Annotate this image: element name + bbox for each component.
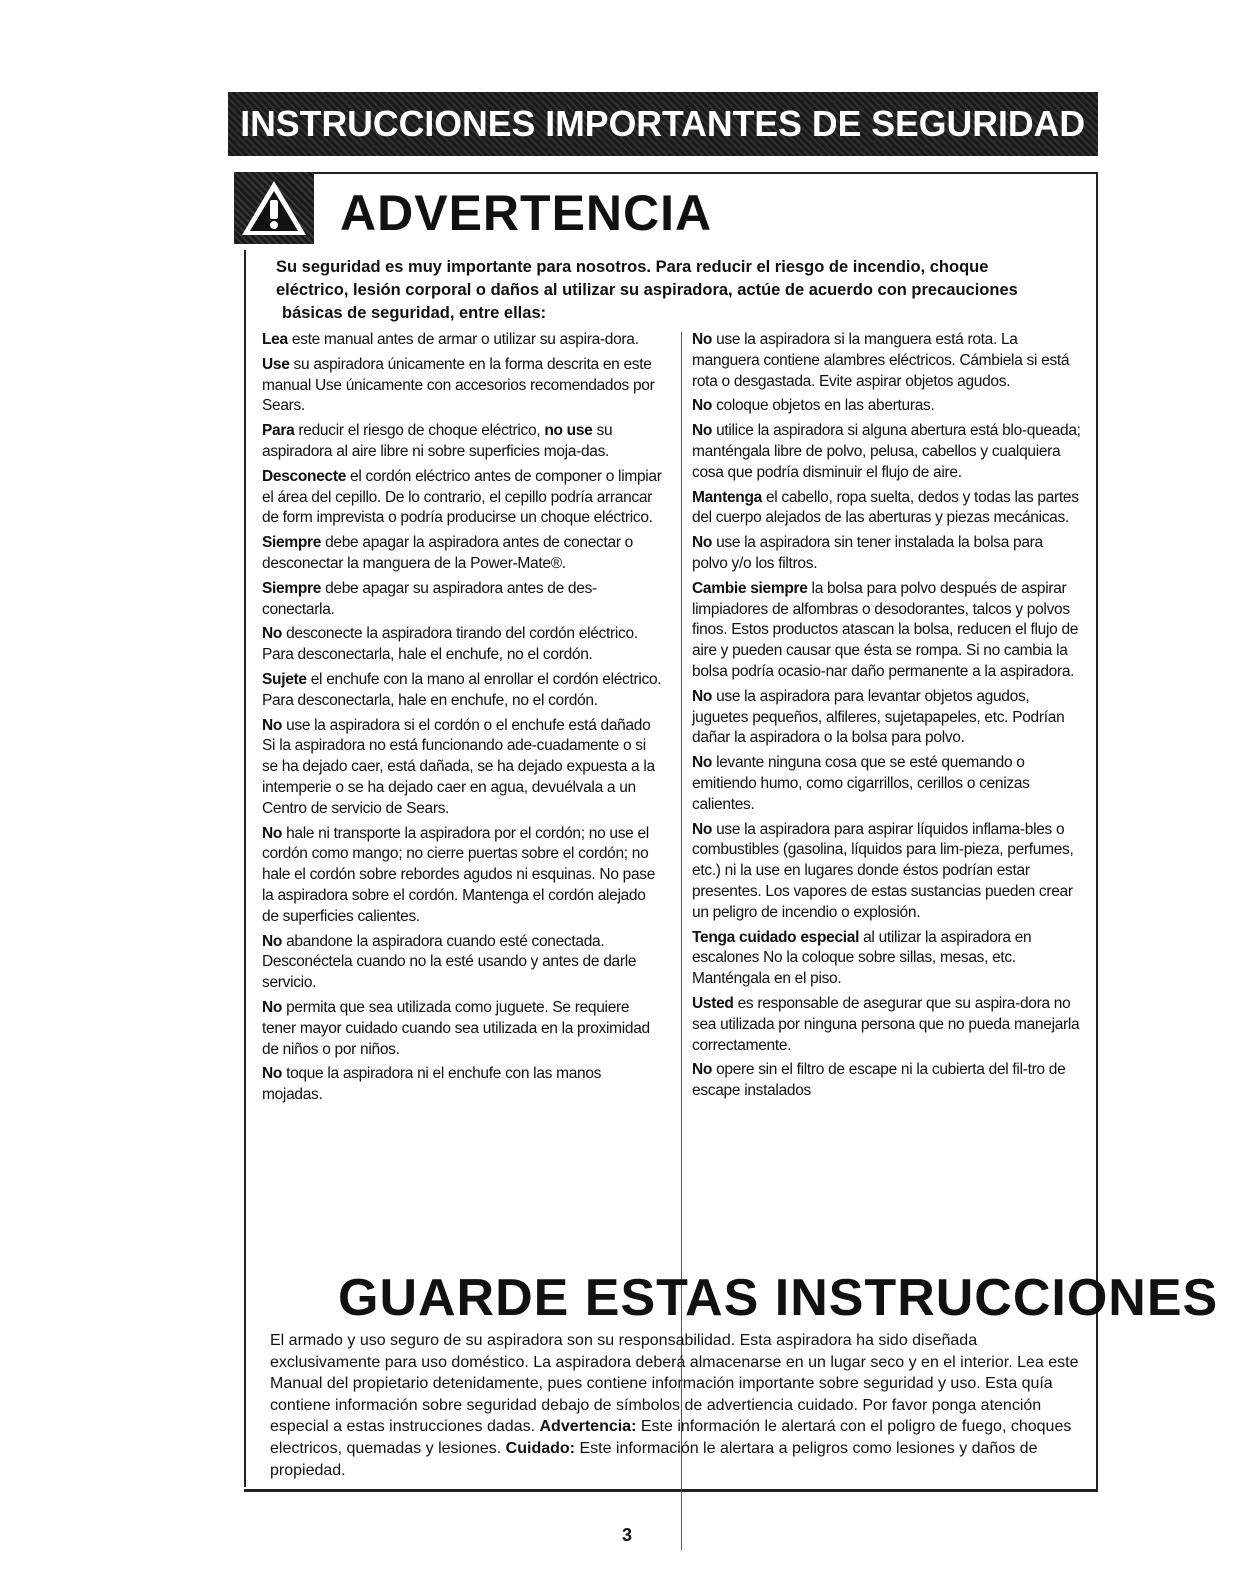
closing-text: Este información le alertara a peligros como lesiones y daños de propiedad. <box>270 1439 1038 1479</box>
intro-line: básicas de seguridad, entre ellas: <box>282 304 547 322</box>
item-text: el cordón eléctrico antes de componer o limpiar el área del cepillo. De lo contrario, el cepillo podría arrancar de form imprevista o podría producirse un choque eléctrico. <box>262 467 662 527</box>
item-keyword: No <box>692 422 713 440</box>
item-text: su aspiradora únicamente en la forma descrita en este manual Use únicamente con accesorios recomendados por Sears. <box>262 355 655 415</box>
item-text: al utilizar la aspiradora en escalones No la coloque sobre sillas, mesas, etc. Manténgala en el piso. <box>692 928 1032 988</box>
item-text: opere sin el filtro de escape ni la cubierta del fil-tro de escape instalados <box>692 1061 1066 1100</box>
item-text: la bolsa para polvo después de aspirar limpiadores de alfombras o desodorantes, talcos y polvos finos. Estos productos atascan la bolsa, reducen el flujo de aire y pueden causar que ésta se rompa. Si no cambia la bolsa podría ocasio-nar daño permanente a la aspiradora. <box>692 579 1079 680</box>
list-item <box>692 928 1082 990</box>
item-keyword: No <box>692 331 713 348</box>
right-column <box>692 330 1082 1106</box>
list-item <box>692 330 1082 392</box>
list-item <box>262 716 662 820</box>
item-keyword: Sujete <box>262 670 307 688</box>
item-keyword: Siempre <box>262 534 322 552</box>
item-text: use la aspiradora para levantar objetos agudos, juguetes pequeños, alfileres, sujetapapeles, etc. Podrían dañar la aspiradora o la bolsa para polvo. <box>692 687 1065 747</box>
item-text: use la aspiradora si el cordón o el enchufe está dañado Si la aspiradora no está funcionando ade-cuadamente o si se ha dejado caer, está dañada, se ha dejado expuesta a la intemperie o se ha dejado caer en agua, devuélvala a un Centro de servicio de Sears. <box>262 716 655 817</box>
item-text: utilice la aspiradora si alguna abertura está blo-queada; manténgala libre de polvo, pelusa, cabellos y cualquiera cosa que podría disminuir el flujo de aire. <box>692 422 1081 481</box>
item-keyword: No <box>262 716 283 734</box>
list-item <box>692 1060 1082 1102</box>
item-keyword: no use <box>544 422 593 440</box>
item-text: toque la aspiradora ni el enchufe con las manos mojadas. <box>262 1065 602 1104</box>
item-text: use la aspiradora si la manguera está rota. La manguera contiene alambres eléctricos. Cámbiela si está rota o desgastada. Evite aspirar objetos agudos. <box>692 331 1070 390</box>
list-item <box>692 687 1082 749</box>
warning-icon-box <box>234 172 314 244</box>
warning-intro <box>276 256 1076 325</box>
item-keyword: No <box>262 824 283 842</box>
item-keyword: Tenga cuidado especial <box>692 928 860 946</box>
list-item <box>262 355 662 417</box>
advertencia-keyword: Advertencia: <box>539 1418 637 1436</box>
item-keyword: No <box>692 397 713 415</box>
closing-text: Este información le alertará con el poligro de fuego, choques electricos, quemadas y lesiones. <box>270 1418 1072 1457</box>
item-text: permita que sea utilizada como juguete. Se requiere tener mayor cuidado cuando sea utilizada en la proximidad de niños o por niños. <box>262 998 650 1058</box>
list-item <box>262 670 662 712</box>
list-item <box>692 533 1082 575</box>
item-keyword: No <box>692 534 713 552</box>
list-item <box>692 421 1082 483</box>
warning-title: ADVERTENCIA <box>340 185 713 241</box>
left-column <box>262 330 662 1110</box>
item-keyword: Lea <box>262 331 288 348</box>
item-keyword: No <box>262 932 283 950</box>
list-item <box>692 820 1082 924</box>
item-text: su aspiradora al aire libre ni sobre superficies moja-das. <box>262 422 613 460</box>
item-keyword: Siempre <box>262 579 322 597</box>
item-text: el cabello, ropa suelta, dedos y todas las partes del cuerpo alejados de las aberturas y piezas mecánicas. <box>692 488 1079 527</box>
page-number: 3 <box>621 1525 632 1545</box>
warning-triangle-icon <box>240 178 308 238</box>
list-item <box>692 396 1082 417</box>
item-keyword: Usted <box>692 994 734 1012</box>
closing-paragraph <box>270 1330 1090 1481</box>
item-keyword: No <box>692 687 713 705</box>
intro-line: eléctrico, lesión corporal o daños al utilizar su aspiradora, actúe de acuerdo con precauciones <box>276 281 1018 299</box>
item-text: debe apagar la aspiradora antes de conectar o desconectar la manguera de la Power-Mate®. <box>262 534 634 572</box>
item-text: desconecte la aspiradora tirando del cordón eléctrico. Para desconectarla, hale el enchufe, no el cordón. <box>262 625 638 664</box>
item-text: hale ni transporte la aspiradora por el cordón; no use el cordón como mango; no cierre puertas sobre el cordón; no hale el cordón sobre rebordes agudos ni esquinas. No pase la aspiradora sobre el cordón. Mantenga el cordón alejado de superficies calientes. <box>262 824 656 925</box>
list-item <box>262 467 662 529</box>
list-item <box>262 932 662 994</box>
item-text: debe apagar su aspiradora antes de des-conectarla. <box>262 579 597 618</box>
page-title: INSTRUCCIONES IMPORTANTES DE SEGURIDAD <box>240 103 1086 144</box>
item-text: este manual antes de armar o utilizar su aspira-dora. <box>287 331 639 348</box>
list-item <box>262 998 662 1060</box>
item-text: reducir el riesgo de choque eléctrico, <box>294 422 545 440</box>
item-keyword: No <box>692 820 713 838</box>
item-text: coloque objetos en las aberturas. <box>712 397 935 415</box>
item-keyword: No <box>262 1065 283 1083</box>
list-item <box>262 824 662 928</box>
list-item <box>262 533 662 575</box>
list-item <box>692 579 1082 683</box>
item-keyword: No <box>262 998 283 1016</box>
item-keyword: Para <box>262 422 295 440</box>
item-text: levante ninguna cosa que se esté quemando o emitiendo humo, como cigarrillos, cerillos o cenizas calientes. <box>692 754 1030 813</box>
list-item <box>692 488 1082 530</box>
item-keyword: Cambie siempre <box>692 579 808 597</box>
item-text: abandone la aspiradora cuando esté conectada. Desconéctela cuando no la esté usando y antes de darle servicio. <box>262 932 637 992</box>
cuidado-keyword: Cuidado: <box>505 1439 575 1457</box>
list-item <box>262 421 662 463</box>
list-item <box>262 624 662 666</box>
item-text: es responsable de asegurar que su aspira-dora no sea utilizada por ninguna persona que no pueda manejarla correctamente. <box>692 994 1080 1054</box>
list-item <box>262 1064 662 1106</box>
list-item <box>692 753 1082 815</box>
item-keyword: No <box>692 754 713 772</box>
item-keyword: Desconecte <box>262 467 347 485</box>
list-item <box>262 579 662 621</box>
list-item <box>262 330 662 351</box>
closing-text: El armado y uso seguro de su aspiradora son su responsabilidad. Esta aspiradora ha sido diseñada exclusivamente para uso doméstico. La aspiradora deberá almacenarse en un lugar seco y en el interior. Lea este Manual del propietario detenidamente, pues contiene información importante sobre seguridad y uso. Esta quía contiene información sobre seguridad debajo de símbolos de advertiencia cuidado. Por favor ponga atención especial a estas instrucciones dadas. <box>270 1332 1079 1436</box>
item-keyword: No <box>692 1061 713 1079</box>
header-banner <box>228 92 1098 156</box>
item-text: use la aspiradora para aspirar líquidos inflama-bles o combustibles (gasolina, líquidos para lim-pieza, perfumes, etc.) ni la use en lugares donde éstos podrían estar presentes. Los vapores de estas sustancias pueden crear un peligro de incendio o explosión. <box>692 820 1074 921</box>
item-keyword: Use <box>262 355 290 373</box>
item-text: use la aspiradora sin tener instalada la bolsa para polvo y/o los filtros. <box>692 534 1043 572</box>
warning-frame-left-rule <box>244 250 246 1487</box>
save-instructions-title: GUARDE ESTAS INSTRUCCIONES <box>338 1269 1219 1327</box>
item-keyword: No <box>262 625 283 643</box>
list-item <box>692 994 1082 1056</box>
item-keyword: Mantenga <box>692 488 762 506</box>
intro-line: Su seguridad es muy importante para nosotros. Para reducir el riesgo de incendio, choque <box>276 258 989 276</box>
item-text: el enchufe con la mano al enrollar el cordón eléctrico. Para desconectarla, hale en enchufe, no el cordón. <box>262 670 662 709</box>
